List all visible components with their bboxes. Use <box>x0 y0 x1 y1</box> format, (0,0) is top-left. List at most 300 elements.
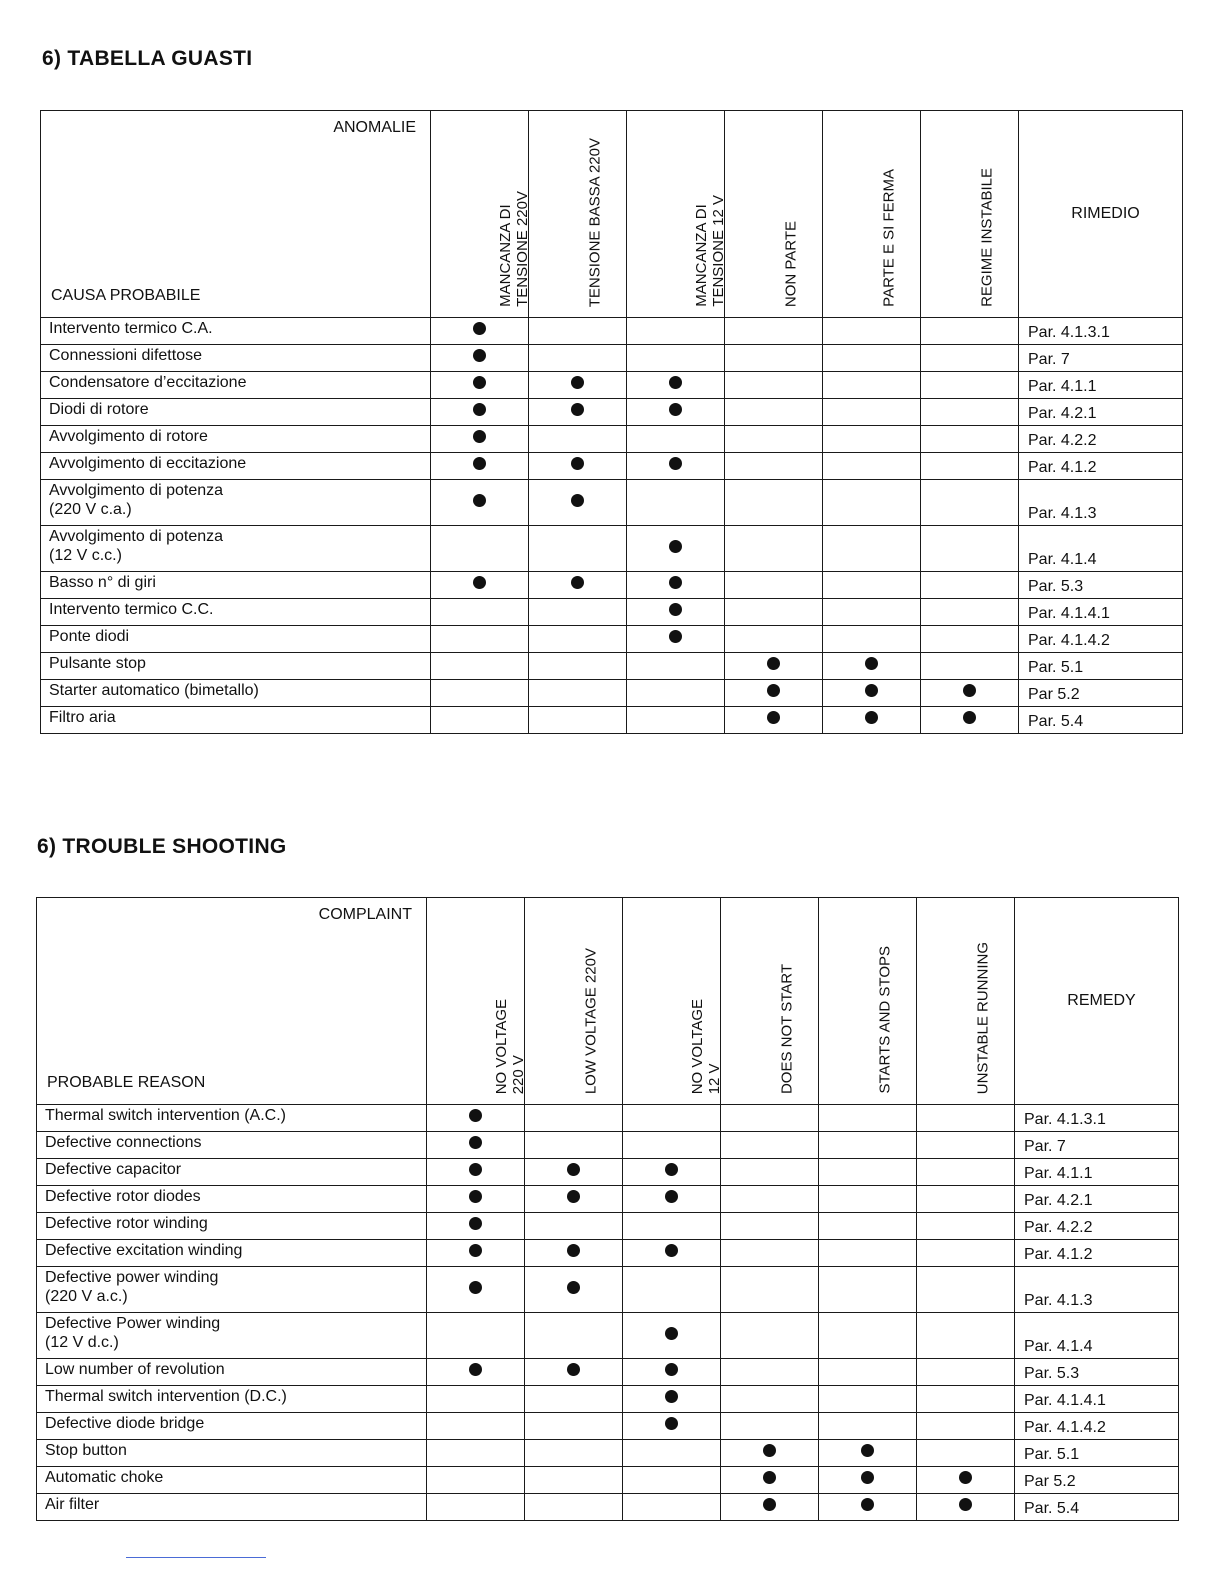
symptom-cell <box>819 1413 917 1440</box>
remedy-cell: Par. 4.2.2 <box>1015 1213 1179 1240</box>
fault-table-english <box>36 897 1179 1521</box>
column-header <box>819 898 917 1105</box>
table-row <box>37 1105 1179 1132</box>
symptom-cell <box>525 1359 623 1386</box>
symptom-cell <box>623 1186 721 1213</box>
symptom-cell <box>431 318 529 345</box>
symptom-cell <box>823 453 921 480</box>
symptom-cell <box>917 1213 1015 1240</box>
symptom-cell <box>525 1159 623 1186</box>
bullet-mark-icon <box>469 1363 482 1376</box>
symptom-cell <box>823 345 921 372</box>
symptom-cell <box>529 599 627 626</box>
symptom-cell <box>823 599 921 626</box>
symptom-cell <box>627 480 725 526</box>
symptom-cell <box>427 1313 525 1359</box>
symptom-cell <box>427 1186 525 1213</box>
symptom-cell <box>627 653 725 680</box>
symptom-cell <box>431 453 529 480</box>
cause-cell: Thermal switch intervention (A.C.) <box>37 1105 427 1132</box>
symptom-cell <box>627 680 725 707</box>
bullet-mark-icon <box>567 1244 580 1257</box>
symptom-cell <box>819 1467 917 1494</box>
symptom-cell <box>823 680 921 707</box>
symptom-cell <box>525 1105 623 1132</box>
symptom-cell <box>917 1413 1015 1440</box>
remedy-cell: Par. 5.3 <box>1015 1359 1179 1386</box>
bullet-mark-icon <box>861 1444 874 1457</box>
bullet-mark-icon <box>567 1190 580 1203</box>
symptom-cell <box>819 1313 917 1359</box>
symptom-cell <box>627 372 725 399</box>
symptom-cell <box>725 480 823 526</box>
cause-cell: Diodi di rotore <box>41 399 431 426</box>
symptom-cell <box>431 707 529 734</box>
remedy-cell: Par 5.2 <box>1015 1467 1179 1494</box>
symptom-cell <box>721 1240 819 1267</box>
table-row <box>41 626 1183 653</box>
bullet-mark-icon <box>473 494 486 507</box>
symptom-cell <box>823 426 921 453</box>
symptom-cell <box>525 1267 623 1313</box>
cause-cell: Defective rotor diodes <box>37 1186 427 1213</box>
bullet-mark-icon <box>473 349 486 362</box>
table-row <box>37 1186 1179 1213</box>
symptom-cell <box>917 1240 1015 1267</box>
symptom-cell <box>627 526 725 572</box>
symptom-cell <box>427 1159 525 1186</box>
column-header-label: PARTE E SI FERMA <box>880 169 897 307</box>
symptom-cell <box>427 1494 525 1521</box>
table-row <box>37 1267 1179 1313</box>
symptom-cell <box>721 1467 819 1494</box>
bullet-mark-icon <box>469 1281 482 1294</box>
remedy-cell: Par. 4.1.1 <box>1019 372 1183 399</box>
symptom-cell <box>627 707 725 734</box>
remedy-cell: Par. 4.2.1 <box>1019 399 1183 426</box>
symptom-cell <box>819 1159 917 1186</box>
remedy-cell: Par. 4.1.1 <box>1015 1159 1179 1186</box>
bullet-mark-icon <box>861 1498 874 1511</box>
symptom-cell <box>721 1386 819 1413</box>
remedy-cell: Par. 4.2.2 <box>1019 426 1183 453</box>
symptom-cell <box>917 1132 1015 1159</box>
cause-cell: Defective power winding (220 V a.c.) <box>37 1267 427 1313</box>
symptom-cell <box>427 1267 525 1313</box>
page-title-italian: 6) TABELLA GUASTI <box>42 47 253 70</box>
symptom-cell <box>917 1159 1015 1186</box>
column-header <box>721 898 819 1105</box>
symptom-cell <box>819 1267 917 1313</box>
symptom-cell <box>427 1240 525 1267</box>
bullet-mark-icon <box>473 576 486 589</box>
symptom-cell <box>725 318 823 345</box>
bullet-mark-icon <box>665 1327 678 1340</box>
symptom-cell <box>623 1413 721 1440</box>
bullet-mark-icon <box>571 494 584 507</box>
symptom-cell <box>623 1105 721 1132</box>
symptom-cell <box>529 480 627 526</box>
symptom-cell <box>917 1494 1015 1521</box>
symptom-cell <box>725 426 823 453</box>
cause-cell: Basso n° di giri <box>41 572 431 599</box>
symptom-cell <box>427 1413 525 1440</box>
symptom-cell <box>623 1494 721 1521</box>
symptom-cell <box>431 480 529 526</box>
cause-cell: Avvolgimento di eccitazione <box>41 453 431 480</box>
remedy-cell: Par. 4.1.3.1 <box>1015 1105 1179 1132</box>
bullet-mark-icon <box>665 1190 678 1203</box>
table-row <box>41 480 1183 526</box>
symptom-cell <box>623 1359 721 1386</box>
bullet-mark-icon <box>669 576 682 589</box>
table-row <box>41 526 1183 572</box>
bullet-mark-icon <box>669 630 682 643</box>
table-row <box>41 345 1183 372</box>
cause-cell: Air filter <box>37 1494 427 1521</box>
symptom-cell <box>721 1159 819 1186</box>
symptom-cell <box>427 1105 525 1132</box>
symptom-cell <box>917 1359 1015 1386</box>
symptom-cell <box>921 526 1019 572</box>
table-row <box>37 1413 1179 1440</box>
symptom-cell <box>921 345 1019 372</box>
symptom-cell <box>725 653 823 680</box>
cause-label: PROBABLE REASON <box>47 1074 206 1091</box>
remedy-cell: Par. 4.1.3 <box>1015 1267 1179 1313</box>
symptom-cell <box>529 426 627 453</box>
symptom-cell <box>431 399 529 426</box>
table-row <box>37 1467 1179 1494</box>
column-header <box>525 898 623 1105</box>
table-row <box>41 653 1183 680</box>
cause-cell: Defective rotor winding <box>37 1213 427 1240</box>
cause-cell: Low number of revolution <box>37 1359 427 1386</box>
bullet-mark-icon <box>865 657 878 670</box>
bullet-mark-icon <box>665 1390 678 1403</box>
remedy-header <box>1019 111 1183 318</box>
remedy-cell: Par. 4.1.2 <box>1019 453 1183 480</box>
symptom-cell <box>627 453 725 480</box>
cause-label: CAUSA PROBABILE <box>51 287 201 304</box>
table-row <box>41 318 1183 345</box>
table-row <box>41 426 1183 453</box>
bullet-mark-icon <box>473 457 486 470</box>
bullet-mark-icon <box>665 1363 678 1376</box>
symptom-cell <box>427 1440 525 1467</box>
bullet-mark-icon <box>669 603 682 616</box>
table-row <box>37 1386 1179 1413</box>
symptom-cell <box>921 626 1019 653</box>
symptom-cell <box>431 599 529 626</box>
bullet-mark-icon <box>763 1498 776 1511</box>
column-header <box>427 898 525 1105</box>
bullet-mark-icon <box>469 1109 482 1122</box>
bullet-mark-icon <box>669 403 682 416</box>
symptom-cell <box>627 345 725 372</box>
table-row <box>41 599 1183 626</box>
remedy-cell: Par. 4.1.2 <box>1015 1240 1179 1267</box>
symptom-cell <box>725 680 823 707</box>
symptom-cell <box>721 1313 819 1359</box>
bullet-mark-icon <box>669 540 682 553</box>
bullet-mark-icon <box>669 457 682 470</box>
table-row <box>37 1213 1179 1240</box>
cause-cell: Starter automatico (bimetallo) <box>41 680 431 707</box>
bullet-mark-icon <box>473 376 486 389</box>
remedy-cell: Par. 5.4 <box>1019 707 1183 734</box>
symptom-cell <box>525 1132 623 1159</box>
symptom-cell <box>431 526 529 572</box>
symptom-cell <box>921 572 1019 599</box>
bullet-mark-icon <box>665 1417 678 1430</box>
bullet-mark-icon <box>571 403 584 416</box>
symptom-cell <box>529 707 627 734</box>
symptom-cell <box>623 1240 721 1267</box>
table-row <box>37 1159 1179 1186</box>
symptom-cell <box>431 372 529 399</box>
symptom-cell <box>525 1467 623 1494</box>
header-corner-cell <box>37 898 427 1105</box>
bullet-mark-icon <box>469 1190 482 1203</box>
symptom-cell <box>721 1267 819 1313</box>
symptom-cell <box>921 318 1019 345</box>
symptom-cell <box>623 1313 721 1359</box>
bullet-mark-icon <box>767 657 780 670</box>
symptom-cell <box>427 1359 525 1386</box>
symptom-cell <box>819 1359 917 1386</box>
symptom-cell <box>627 572 725 599</box>
cause-cell: Intervento termico C.A. <box>41 318 431 345</box>
symptom-cell <box>529 526 627 572</box>
remedy-cell: Par. 4.1.4.1 <box>1015 1386 1179 1413</box>
symptom-cell <box>721 1359 819 1386</box>
cause-cell: Pulsante stop <box>41 653 431 680</box>
bullet-mark-icon <box>473 430 486 443</box>
symptom-cell <box>921 599 1019 626</box>
remedy-cell: Par. 5.3 <box>1019 572 1183 599</box>
remedy-cell: Par. 4.1.4.2 <box>1015 1413 1179 1440</box>
cause-cell: Filtro aria <box>41 707 431 734</box>
symptom-cell <box>431 653 529 680</box>
table-row <box>37 1132 1179 1159</box>
cause-cell: Defective capacitor <box>37 1159 427 1186</box>
bullet-mark-icon <box>567 1363 580 1376</box>
column-header-label: NO VOLTAGE 220 V <box>492 998 527 1094</box>
remedy-label: RIMEDIO <box>1071 205 1140 222</box>
complaint-label: COMPLAINT <box>318 906 412 923</box>
header-row <box>37 898 1179 1105</box>
bullet-mark-icon <box>469 1217 482 1230</box>
bullet-mark-icon <box>571 457 584 470</box>
symptom-cell <box>921 453 1019 480</box>
symptom-cell <box>721 1494 819 1521</box>
symptom-cell <box>823 572 921 599</box>
cause-cell: Thermal switch intervention (D.C.) <box>37 1386 427 1413</box>
symptom-cell <box>917 1467 1015 1494</box>
remedy-cell: Par. 5.1 <box>1015 1440 1179 1467</box>
remedy-cell: Par. 4.1.4 <box>1019 526 1183 572</box>
symptom-cell <box>721 1132 819 1159</box>
bullet-mark-icon <box>469 1244 482 1257</box>
cause-cell: Defective excitation winding <box>37 1240 427 1267</box>
table-row <box>37 1494 1179 1521</box>
symptom-cell <box>721 1105 819 1132</box>
table-row <box>41 453 1183 480</box>
table-row <box>41 572 1183 599</box>
symptom-cell <box>823 526 921 572</box>
symptom-cell <box>525 1313 623 1359</box>
symptom-cell <box>529 680 627 707</box>
symptom-cell <box>623 1213 721 1240</box>
cause-cell: Intervento termico C.C. <box>41 599 431 626</box>
bullet-mark-icon <box>567 1281 580 1294</box>
column-header-label: MANCANZA DI TENSIONE 220V <box>496 191 531 307</box>
symptom-cell <box>725 707 823 734</box>
symptom-cell <box>921 399 1019 426</box>
symptom-cell <box>529 626 627 653</box>
symptom-cell <box>529 318 627 345</box>
symptom-cell <box>623 1467 721 1494</box>
symptom-cell <box>525 1213 623 1240</box>
remedy-cell: Par. 4.1.3.1 <box>1019 318 1183 345</box>
column-header-label: REGIME INSTABILE <box>978 168 995 307</box>
symptom-cell <box>525 1186 623 1213</box>
symptom-cell <box>427 1213 525 1240</box>
bullet-mark-icon <box>865 684 878 697</box>
bullet-mark-icon <box>665 1163 678 1176</box>
complaint-label: ANOMALIE <box>333 119 416 136</box>
symptom-cell <box>431 680 529 707</box>
header-row <box>41 111 1183 318</box>
bullet-mark-icon <box>959 1471 972 1484</box>
symptom-cell <box>529 399 627 426</box>
symptom-cell <box>627 599 725 626</box>
table-row <box>37 1359 1179 1386</box>
symptom-cell <box>431 626 529 653</box>
symptom-cell <box>823 626 921 653</box>
table-row <box>41 372 1183 399</box>
symptom-cell <box>823 372 921 399</box>
remedy-cell: Par 5.2 <box>1019 680 1183 707</box>
bullet-mark-icon <box>865 711 878 724</box>
symptom-cell <box>823 399 921 426</box>
symptom-cell <box>921 372 1019 399</box>
symptom-cell <box>819 1386 917 1413</box>
bullet-mark-icon <box>861 1471 874 1484</box>
cause-cell: Connessioni difettose <box>41 345 431 372</box>
symptom-cell <box>525 1413 623 1440</box>
symptom-cell <box>525 1440 623 1467</box>
bullet-mark-icon <box>473 403 486 416</box>
cause-cell: Defective Power winding (12 V d.c.) <box>37 1313 427 1359</box>
cause-cell: Avvolgimento di potenza (12 V c.c.) <box>41 526 431 572</box>
bullet-mark-icon <box>763 1471 776 1484</box>
symptom-cell <box>819 1494 917 1521</box>
bullet-mark-icon <box>669 376 682 389</box>
header-corner-cell <box>41 111 431 318</box>
symptom-cell <box>823 707 921 734</box>
symptom-cell <box>725 345 823 372</box>
bullet-mark-icon <box>767 684 780 697</box>
cause-cell: Avvolgimento di potenza (220 V c.a.) <box>41 480 431 526</box>
column-header <box>917 898 1015 1105</box>
remedy-cell: Par. 4.2.1 <box>1015 1186 1179 1213</box>
remedy-cell: Par. 5.1 <box>1019 653 1183 680</box>
fault-table-italian <box>40 110 1183 734</box>
symptom-cell <box>623 1159 721 1186</box>
symptom-cell <box>921 480 1019 526</box>
page-title-english: 6) TROUBLE SHOOTING <box>37 835 287 858</box>
cause-cell: Avvolgimento di rotore <box>41 426 431 453</box>
remedy-cell: Par. 5.4 <box>1015 1494 1179 1521</box>
symptom-cell <box>725 399 823 426</box>
symptom-cell <box>525 1386 623 1413</box>
table-row <box>41 680 1183 707</box>
bullet-mark-icon <box>763 1444 776 1457</box>
table-row <box>37 1313 1179 1359</box>
symptom-cell <box>819 1132 917 1159</box>
remedy-cell: Par. 4.1.4.2 <box>1019 626 1183 653</box>
symptom-cell <box>627 399 725 426</box>
column-header-label: NON PARTE <box>782 220 799 307</box>
symptom-cell <box>823 318 921 345</box>
remedy-cell: Par. 7 <box>1019 345 1183 372</box>
bullet-mark-icon <box>665 1244 678 1257</box>
column-header <box>431 111 529 318</box>
symptom-cell <box>529 653 627 680</box>
column-header <box>623 898 721 1105</box>
symptom-cell <box>721 1413 819 1440</box>
remedy-cell: Par. 7 <box>1015 1132 1179 1159</box>
symptom-cell <box>921 426 1019 453</box>
column-header <box>529 111 627 318</box>
symptom-cell <box>819 1186 917 1213</box>
bullet-mark-icon <box>963 711 976 724</box>
column-header <box>725 111 823 318</box>
cause-cell: Automatic choke <box>37 1467 427 1494</box>
table-row <box>41 707 1183 734</box>
remedy-cell: Par. 4.1.3 <box>1019 480 1183 526</box>
bullet-mark-icon <box>767 711 780 724</box>
symptom-cell <box>431 572 529 599</box>
bullet-mark-icon <box>469 1163 482 1176</box>
footer-rule <box>126 1557 266 1558</box>
symptom-cell <box>725 453 823 480</box>
symptom-cell <box>823 480 921 526</box>
remedy-cell: Par. 4.1.4 <box>1015 1313 1179 1359</box>
symptom-cell <box>823 653 921 680</box>
bullet-mark-icon <box>571 576 584 589</box>
remedy-header <box>1015 898 1179 1105</box>
table-row <box>37 1240 1179 1267</box>
symptom-cell <box>819 1213 917 1240</box>
symptom-cell <box>921 680 1019 707</box>
symptom-cell <box>917 1313 1015 1359</box>
bullet-mark-icon <box>473 322 486 335</box>
column-header <box>921 111 1019 318</box>
symptom-cell <box>917 1386 1015 1413</box>
symptom-cell <box>529 345 627 372</box>
symptom-cell <box>725 572 823 599</box>
column-header-label: TENSIONE BASSA 220V <box>586 137 603 307</box>
symptom-cell <box>627 626 725 653</box>
column-header-label: MANCANZA DI TENSIONE 12 V <box>692 195 727 307</box>
symptom-cell <box>627 318 725 345</box>
symptom-cell <box>525 1494 623 1521</box>
symptom-cell <box>529 572 627 599</box>
column-header-label: DOES NOT START <box>778 963 795 1094</box>
